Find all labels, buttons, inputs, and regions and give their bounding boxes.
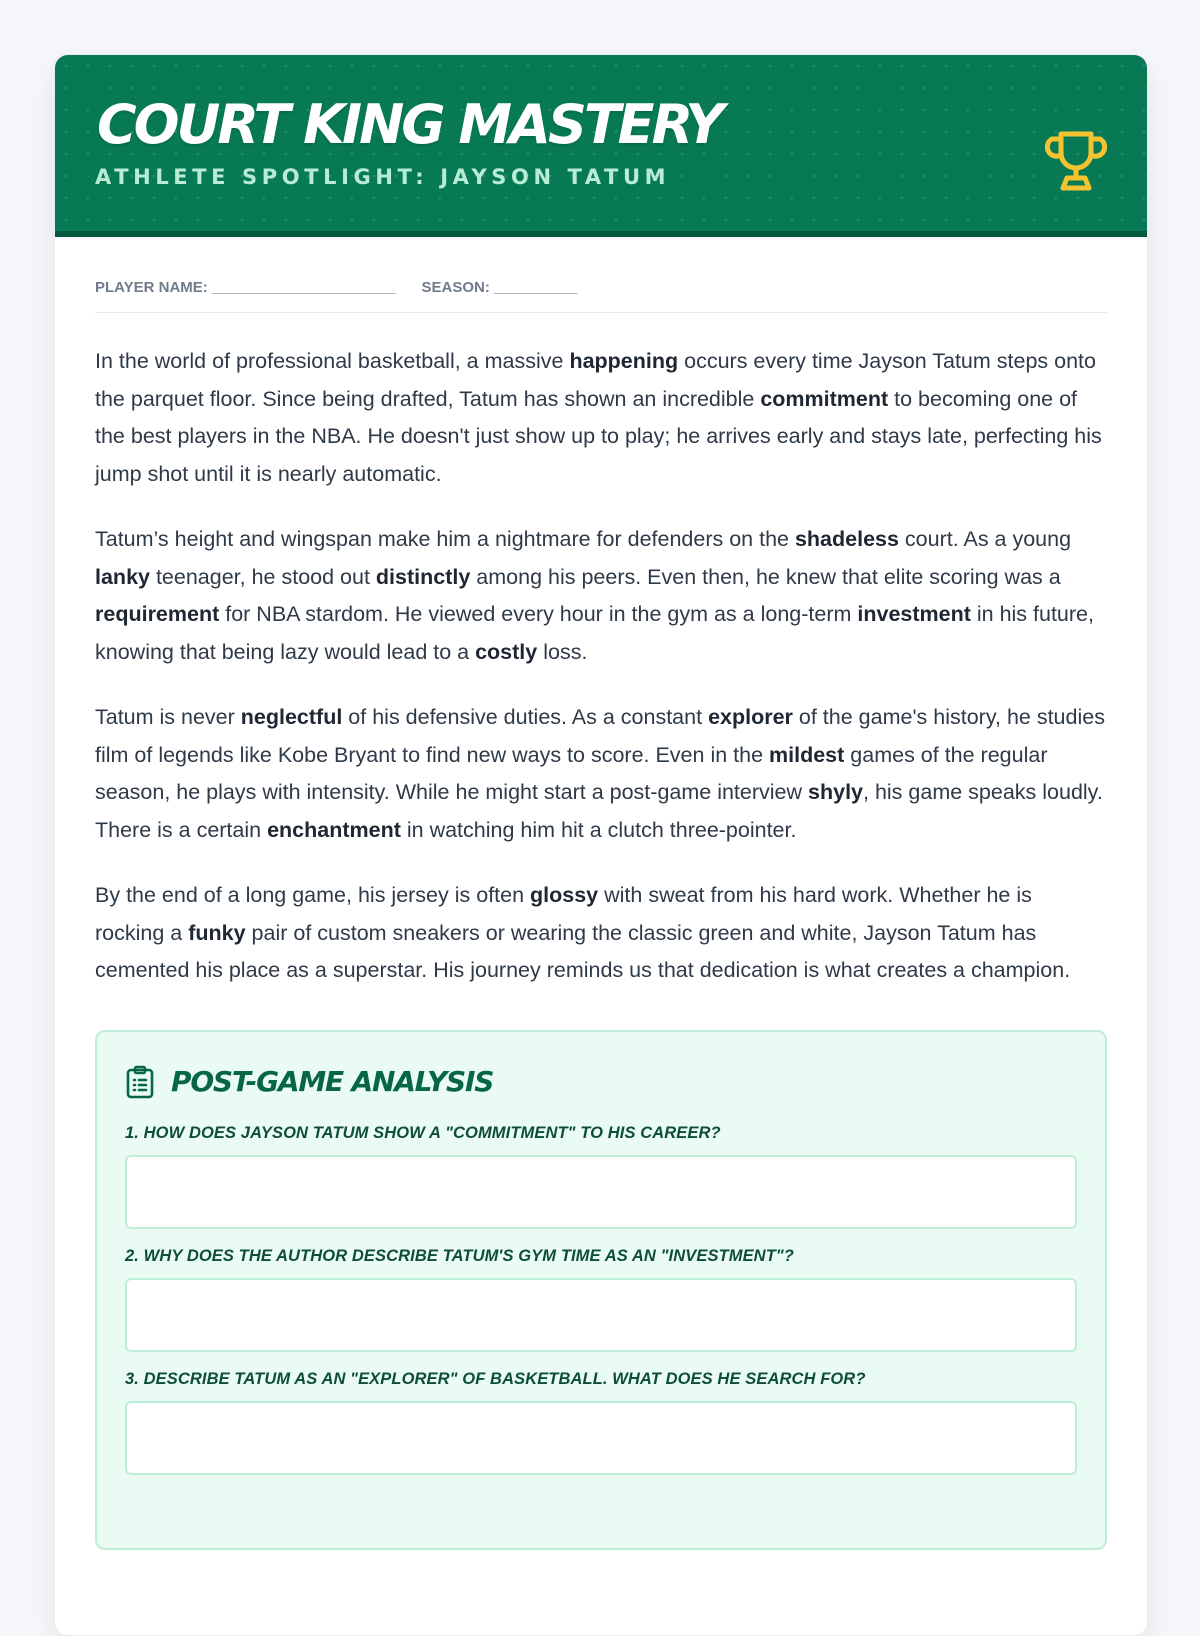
reading-passage (95, 343, 1107, 990)
player-name-label: PLAYER NAME: (95, 279, 208, 296)
passage-text: Tatum is never (95, 705, 241, 729)
vocab-word: investment (857, 602, 971, 626)
passage-text: games of the regular season, he plays with intensity. While he might start a post-game interview (95, 742, 1048, 804)
paragraph-4 (95, 877, 1107, 990)
season-line: __________ (494, 279, 578, 296)
vocab-word: shadeless (794, 527, 899, 551)
question-1-answer-box[interactable] (125, 1155, 1077, 1229)
passage-text: In the world of professional basketball, a massive (95, 349, 570, 373)
season-field (422, 279, 578, 296)
vocab-word: costly (475, 639, 538, 664)
trophy-icon (1045, 129, 1107, 193)
passage-text: for NBA stardom. He viewed every hour in the gym as a long-term (219, 602, 858, 626)
passage-text: occurs every time Jayson Tatum steps onto the parquet floor. Since being drafted, Tatum has shown an incredible (95, 349, 1096, 411)
vocab-word: neglectful (240, 705, 343, 729)
page-subtitle: ATHLETE SPOTLIGHT: JAYSON TATUM (95, 165, 671, 189)
season-label: SEASON: (421, 279, 490, 296)
post-game-analysis (95, 1030, 1107, 1550)
passage-text: court. As a young (898, 527, 1072, 551)
question-1-label: 1. HOW DOES JAYSON TATUM SHOW A "COMMITMENT" TO HIS CAREER? (125, 1123, 721, 1142)
student-info-row (95, 237, 1107, 313)
passage-text: Tatum’s height and wingspan make him a nightmare for defenders on the (95, 527, 795, 551)
paragraph-1 (95, 343, 1107, 493)
passage-text: of the game's history, he studies film of legends like Kobe Bryant to find new ways to score. Even in the (95, 705, 1105, 767)
paragraph-2 (95, 521, 1107, 671)
analysis-header (125, 1060, 1077, 1104)
passage-text: teenager, he stood out (149, 564, 376, 589)
vocab-word: shyly (808, 780, 863, 804)
player-name-line: ______________________ (211, 279, 396, 296)
passage-text: with sweat from his hard work. Whether he is rocking a (95, 883, 1032, 945)
passage-text: to becoming one of the best players in the NBA. He doesn't just show up to play; he arrives early and stays late, perfecting his jump shot until it is nearly automatic. (95, 386, 1102, 486)
vocab-word: distinctly (375, 564, 471, 589)
vocab-word: glossy (530, 883, 599, 907)
question-2-answer-box[interactable] (125, 1278, 1077, 1352)
vocab-word: funky (188, 920, 246, 945)
vocab-word: commitment (760, 386, 889, 411)
vocab-word: requirement (95, 602, 220, 626)
vocab-word: explorer (708, 705, 793, 729)
vocab-word: lanky (95, 564, 150, 589)
worksheet-card (54, 54, 1148, 1636)
worksheet-content (55, 237, 1147, 1550)
paragraph-3 (95, 699, 1107, 849)
passage-text: among his peers. Even then, he knew that elite scoring was a (470, 564, 1061, 589)
passage-text: pair of custom sneakers or wearing the classic green and white, Jayson Tatum has cemented his place as a superstar. His journey reminds us that dedication is what creates a champion. (95, 920, 1071, 982)
vocab-word: mildest (769, 742, 845, 767)
clipboard-icon (125, 1065, 155, 1099)
question-2-label: 2. WHY DOES THE AUTHOR DESCRIBE TATUM'S GYM TIME AS AN "INVESTMENT"? (125, 1246, 794, 1265)
worksheet-header (55, 55, 1147, 237)
passage-text: of his defensive duties. As a constant (342, 705, 709, 729)
passage-text: loss. (537, 639, 588, 664)
player-name-field (95, 279, 396, 296)
passage-text: By the end of a long game, his jersey is often (95, 883, 531, 907)
passage-text: in his future, knowing that being lazy would lead to a (95, 602, 1094, 664)
vocab-word: enchantment (267, 817, 401, 842)
passage-text: , his game speaks loudly. There is a certain (95, 780, 1103, 842)
vocab-word: happening (569, 349, 679, 373)
page-title: COURT KING MASTERY (97, 93, 722, 156)
question-3-label: 3. DESCRIBE TATUM AS AN "EXPLORER" OF BASKETBALL. WHAT DOES HE SEARCH FOR? (125, 1369, 866, 1388)
question-3-answer-box[interactable] (125, 1401, 1077, 1475)
passage-text: in watching him hit a clutch three-pointer. (400, 817, 797, 842)
analysis-title: POST-GAME ANALYSIS (171, 1065, 494, 1098)
